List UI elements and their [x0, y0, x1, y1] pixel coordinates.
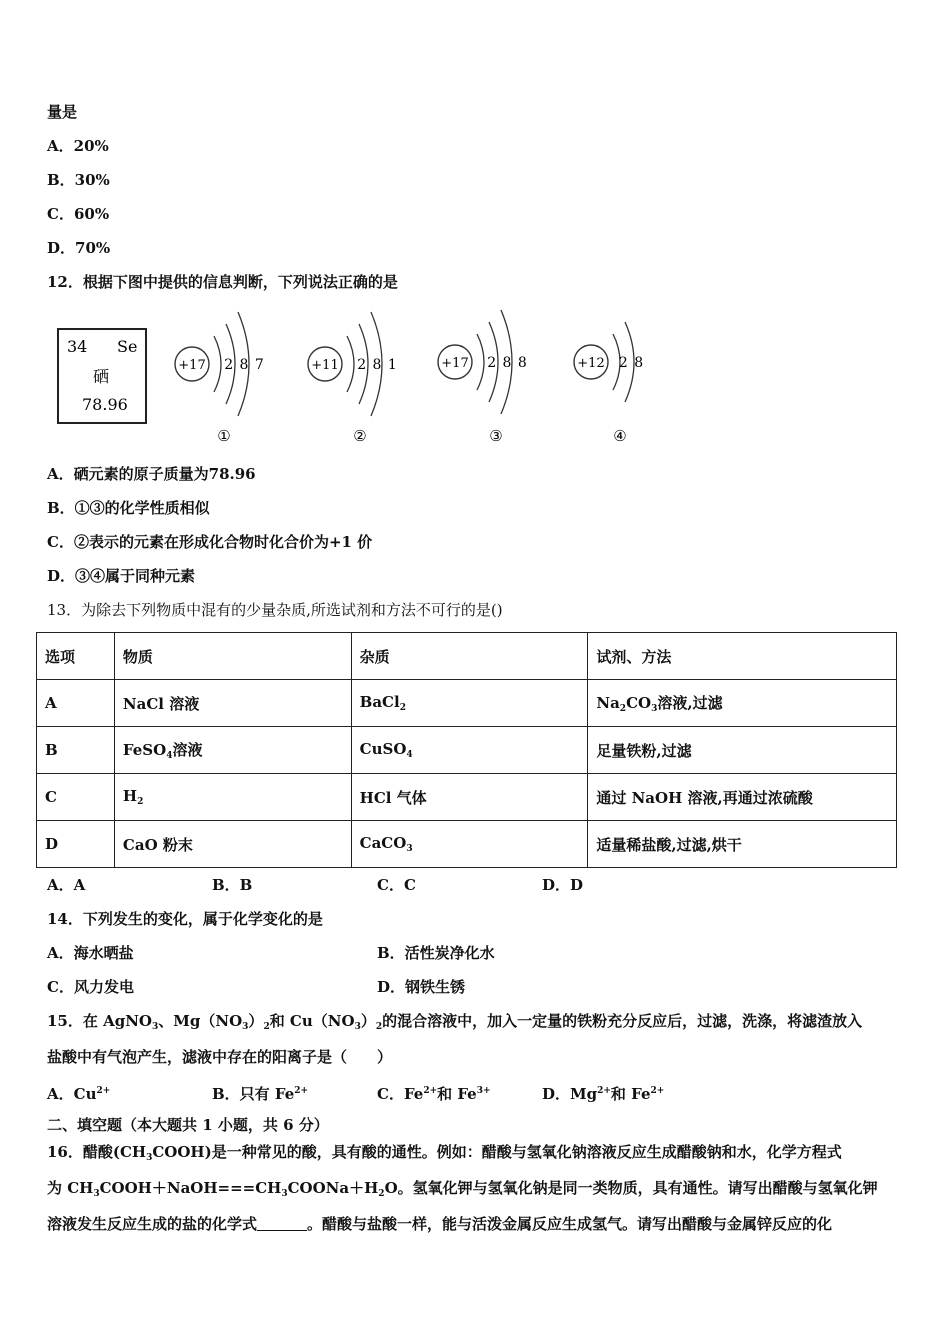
row-a-impurity: BaCl$_2$ — [351, 680, 588, 727]
table-row — [37, 727, 897, 774]
q11-option-d: D．70% — [47, 239, 111, 257]
row-b-impurity: CuSO$_4$ — [351, 727, 588, 774]
q13-stem: 13．为除去下列物质中混有的少量杂质,所选试剂和方法不可行的是() — [47, 601, 503, 619]
row-c-impurity: HCl 气体 — [351, 774, 588, 821]
atom-diagram-3 — [438, 310, 527, 445]
answer-blank[interactable] — [257, 1216, 307, 1231]
row-b-substance: FeSO$_4$溶液 — [114, 727, 351, 774]
row-a-option: A — [37, 680, 115, 727]
q16-line1: 16．醋酸$(CH_3COOH)$是一种常见的酸，具有酸的通性。例如：醋酸与氢氧化钠溶液反应生成醋酸钠和水，化学方程式 — [47, 1143, 842, 1163]
q13-option-d: D．D — [542, 876, 584, 894]
q15-option-b: B．只有 $Fe^{2+}$ — [212, 1085, 309, 1103]
q14-option-b: B．活性炭净化水 — [377, 944, 495, 962]
atom-diagram-4-nucleus: +12 — [577, 356, 605, 371]
q14-option-d: D．钢铁生锈 — [377, 978, 466, 996]
q12-option-a: A．硒元素的原子质量为78.96 — [47, 465, 256, 483]
element-card-name: 硒 — [93, 367, 110, 386]
table-row — [37, 774, 897, 821]
q14-option-c: C．风力发电 — [47, 978, 134, 996]
row-a-substance: NaCl 溶液 — [114, 680, 351, 727]
atom-diagram-4-shells: 2 8 — [618, 355, 644, 371]
row-b-method: 足量铁粉,过滤 — [588, 727, 897, 774]
atom-diagram-3-nucleus: +17 — [441, 356, 469, 371]
row-c-substance: $H_2$ — [114, 774, 351, 821]
q12-option-c: C．②表示的元素在形成化合物时化合价为+1 价 — [47, 533, 373, 551]
q11-option-a: A．20% — [47, 137, 109, 155]
section-heading: 二、填空题（本大题共 1 小题，共 6 分） — [47, 1116, 329, 1134]
atom-diagram-2-shells: 2 8 1 — [357, 357, 397, 373]
atomic-structure-figure — [55, 300, 675, 450]
table-row — [37, 821, 897, 868]
atom-diagram-4 — [574, 322, 643, 445]
atom-diagram-3-shells: 2 8 8 — [487, 355, 527, 371]
q16-line3: 溶液发生反应生成的盐的化学式 。醋酸与盐酸一样，能与活泼金属反应生成氢气。请写出醋酸与金属锌反应的化 — [47, 1215, 833, 1233]
table-header-method: 试剂、方法 — [588, 633, 897, 680]
row-d-substance: CaO 粉末 — [114, 821, 351, 868]
atom-diagram-1-shells: 2 8 7 — [224, 357, 264, 373]
q15-option-c: C．$Fe^{2+}$和 $Fe^{3+}$ — [377, 1085, 491, 1103]
table-header-substance: 物质 — [114, 633, 351, 680]
q14-stem: 14．下列发生的变化，属于化学变化的是 — [47, 910, 323, 928]
q15-option-d: D．$Mg^{2+}$和 $Fe^{2+}$ — [542, 1085, 665, 1103]
table-header-option: 选项 — [37, 633, 115, 680]
q16-line2: 为 $CH_3COOH+NaOH===CH_3COONa+H_2O$。氢氧化钾与氢氧化钠是同一类物质，具有通性。请写出醋酸与氢氧化钾 — [47, 1179, 878, 1199]
q12-option-b: B．①③的化学性质相似 — [47, 499, 210, 517]
element-card-symbol: Se — [117, 337, 138, 356]
q14-option-a: A．海水晒盐 — [47, 944, 134, 962]
table-header-row — [37, 633, 897, 680]
atom-diagram-3-label: ③ — [489, 427, 503, 445]
atom-diagram-1 — [175, 312, 264, 445]
atom-diagram-4-label: ④ — [613, 427, 627, 445]
row-c-method: 通过 NaOH 溶液,再通过浓硫酸 — [588, 774, 897, 821]
atom-diagram-1-label: ① — [217, 427, 231, 445]
q12-stem: 12．根据下图中提供的信息判断，下列说法正确的是 — [47, 273, 398, 291]
row-d-method: 适量稀盐酸,过滤,烘干 — [588, 821, 897, 868]
q11-option-b: B．30% — [47, 171, 110, 189]
atom-diagram-1-nucleus: +17 — [178, 358, 206, 373]
q11-option-c: C．60% — [47, 205, 110, 223]
q13-option-a: A．A — [47, 876, 86, 894]
q13-option-b: B．B — [212, 876, 253, 894]
row-d-impurity: CaCO$_3$ — [351, 821, 588, 868]
table-row — [37, 680, 897, 727]
table-header-impurity: 杂质 — [351, 633, 588, 680]
element-card — [58, 329, 146, 423]
q15-option-a: A．$Cu^{2+}$ — [47, 1085, 111, 1103]
atom-diagram-2 — [308, 312, 397, 445]
q12-option-d: D．③④属于同种元素 — [47, 567, 196, 585]
q13-table — [36, 632, 897, 868]
element-card-mass: 78.96 — [82, 395, 128, 414]
row-a-method: $Na_2CO_3$溶液,过滤 — [588, 680, 897, 727]
q11-stem-tail: 量是 — [47, 103, 78, 121]
q15-stem-line2: 盐酸中有气泡产生，滤液中存在的阳离子是（ ） — [47, 1048, 393, 1066]
row-b-option: B — [37, 727, 115, 774]
element-card-number: 34 — [67, 337, 88, 356]
atom-diagram-2-nucleus: +11 — [311, 358, 339, 373]
q13-option-c: C．C — [377, 876, 416, 894]
row-d-option: D — [37, 821, 115, 868]
atom-diagram-2-label: ② — [353, 427, 367, 445]
row-c-option: C — [37, 774, 115, 821]
q15-stem-line1: 15．在 AgNO$_3$、$Mg(NO_3)_2$和 $Cu(NO_3)_2$的混合溶液中，加入一定量的铁粉充分反应后，过滤，洗涤，将滤渣放入 — [47, 1012, 863, 1032]
